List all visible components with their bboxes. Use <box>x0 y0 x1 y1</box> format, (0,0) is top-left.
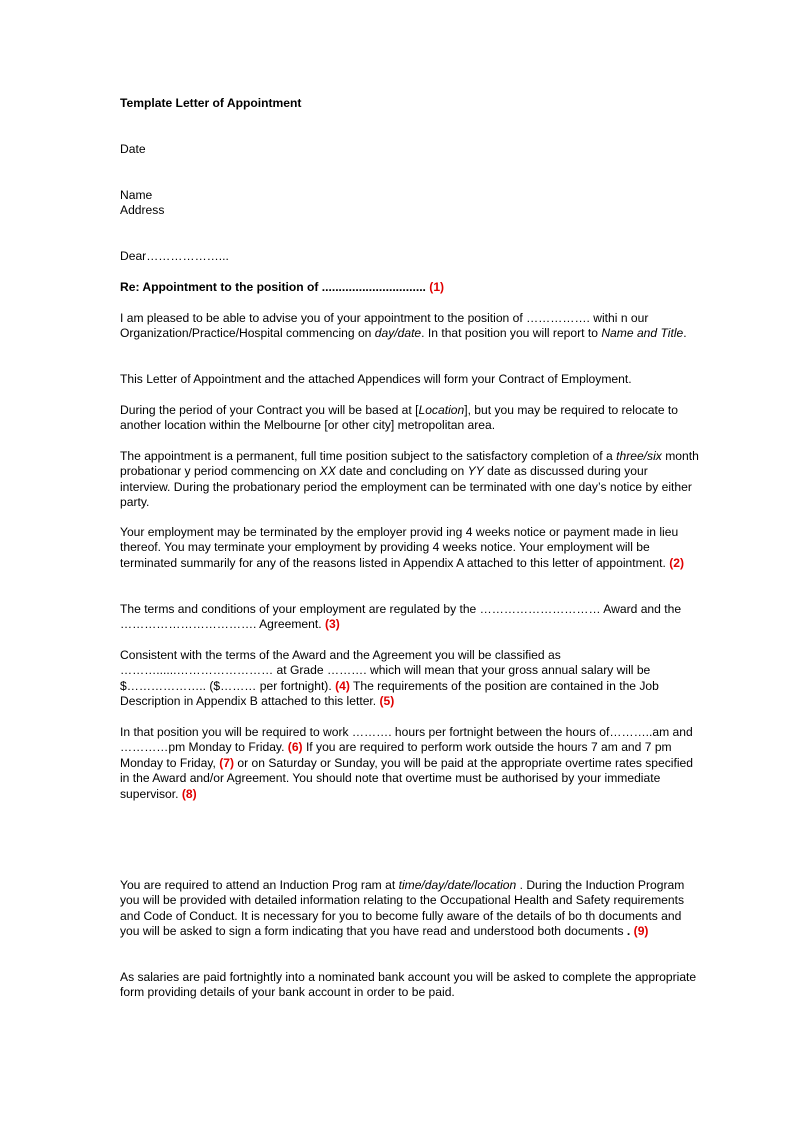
paragraph-salary-payment: As salaries are paid fortnightly into a nominated bank account you will be asked to complete the appropriate form providing details of your bank account in order to be paid. <box>120 970 697 1000</box>
paragraph-contract: This Letter of Appointment and the attached Appendices will form your Contract of Employment. <box>120 372 632 386</box>
note-ref-8: (8) <box>181 786 197 801</box>
paragraph-hours: In that position you will be required to work ………. hours per fortnight between the hours of………..am and …………pm Monday to Friday. (6) If you are required to perform work outside the hours 7 am and 7 pm Monday to Friday, (7) or on Saturday or Sunday, you will be paid at the appropriate overtime rates specified in the Award and/or Agreement. You should note that overtime must be authorised by your immediate supervisor. (8) <box>120 725 693 801</box>
date-line: Date <box>120 142 146 156</box>
paragraph-location: During the period of your Contract you will be based at [Location], but you may be required to relocate to another location within the Melbourne [or other city] metropolitan area. <box>120 403 678 433</box>
note-ref-1: (1) <box>429 280 445 294</box>
paragraph-classification: Consistent with the terms of the Award and the Agreement you will be classified as ………......…………………… at Grade ………. which will mean that your gross annual salary will be $……………….. ($……… per fortnight). (4) The requirements of the position are contained in the Job Description in Appendix B attached to this letter. (5) <box>120 648 659 709</box>
paragraph-termination: Your employment may be terminated by the employer provid ing 4 weeks notice or payment made in lieu thereof. You may terminate your employment by providing 4 weeks notice. Your employment will be terminated summarily for any of the reasons listed in Appendix A attached to this letter of appointment. (2) <box>120 525 685 570</box>
note-ref-4: (4) <box>335 678 350 693</box>
note-ref-9: (9) <box>633 924 649 939</box>
note-ref-2: (2) <box>669 555 685 570</box>
note-ref-3: (3) <box>324 617 340 632</box>
paragraph-probation: The appointment is a permanent, full time position subject to the satisfactory completion of a three/six month probationar y period commencing on XX date and concluding on YY date as discussed during your interview. During the probationary period the employment can be terminated with one day’s notice by either party. <box>120 449 699 510</box>
paragraph-appointment: I am pleased to be able to advise you of your appointment to the position of ……………. withi n our Organization/Practice/Hospital commencing on day/date. In that position you will report to Name and Title. <box>120 311 687 341</box>
subject-text: Re: Appointment to the position of ............................... <box>120 280 426 294</box>
paragraph-induction: You are required to attend an Induction Prog ram at time/day/date/location . During the Induction Program you will be provided with detailed information relating to the Occupational Health and Safety requirements and Code of Conduct. It is necessary for you to become fully aware of the details of bo th documents and you will be asked to sign a form indicating that you have read and understood both documents . (9) <box>120 878 685 939</box>
salutation: Dear………………... <box>120 249 229 263</box>
name-line: Name <box>120 188 153 202</box>
paragraph-terms: The terms and conditions of your employment are regulated by the ………………………… Award and the ……………………………. Agreement. (3) <box>120 602 682 632</box>
subject-line <box>120 280 700 295</box>
note-ref-6: (6) <box>287 740 303 755</box>
note-ref-7: (7) <box>219 755 235 770</box>
document-title: Template Letter of Appointment <box>120 96 302 110</box>
address-line: Address <box>120 203 165 217</box>
note-ref-5: (5) <box>379 694 395 709</box>
